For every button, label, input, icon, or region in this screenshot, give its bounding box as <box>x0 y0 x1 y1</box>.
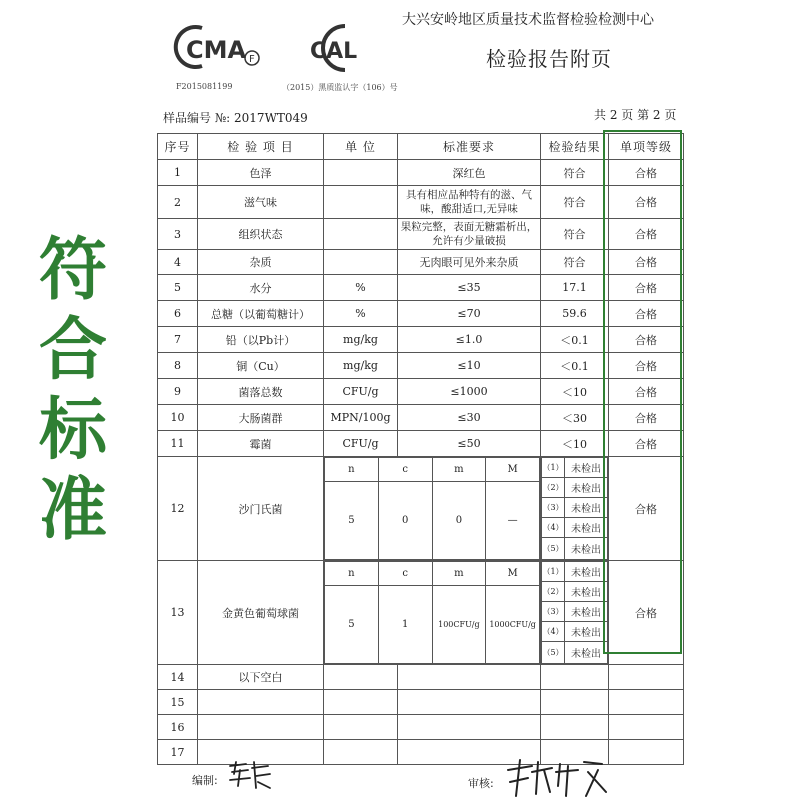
table-row <box>158 301 684 327</box>
row-grade: 合格 <box>609 431 684 457</box>
header-cell: 检验结果 <box>541 134 609 160</box>
row-result: ＜0.1 <box>541 353 609 379</box>
sample-index: （1） <box>542 562 565 582</box>
row-result: 17.1 <box>541 275 609 301</box>
sampling-header: n <box>325 562 379 586</box>
cma-logo <box>172 18 272 78</box>
sampling-header: c <box>378 458 432 482</box>
row-unit <box>324 186 398 219</box>
row-result: ＜0.1 <box>541 327 609 353</box>
cma-logo-text: CMA <box>186 36 247 64</box>
row-grade: 合格 <box>609 353 684 379</box>
sampling-plan <box>324 561 541 665</box>
sampling-c: 0 <box>378 482 432 560</box>
sample-index: （1） <box>542 458 565 478</box>
sample-results <box>541 457 609 561</box>
row-unit: CFU/g <box>324 431 398 457</box>
row-requirement: ≤30 <box>398 405 541 431</box>
results-table <box>157 133 684 765</box>
row-unit: CFU/g <box>324 379 398 405</box>
row-requirement: 深红色 <box>398 160 541 186</box>
header-cell: 单 位 <box>324 134 398 160</box>
row-number: 9 <box>158 379 198 405</box>
sampling-plan-table <box>324 561 540 664</box>
center-name: 大兴安岭地区质量技术监督检验检测中心 <box>402 12 654 28</box>
sample-results-table <box>541 561 608 664</box>
sampling-header: m <box>432 562 486 586</box>
row-item: 杂质 <box>198 250 324 275</box>
table-row-salmonella <box>158 457 684 561</box>
row-item: 金黄色葡萄球菌 <box>198 561 324 665</box>
row-unit: mg/kg <box>324 353 398 379</box>
table-row <box>158 275 684 301</box>
sample-index: （4） <box>542 518 565 538</box>
row-item: 菌落总数 <box>198 379 324 405</box>
conformity-stamp <box>28 230 118 550</box>
row-number: 15 <box>158 690 198 715</box>
row-grade: 合格 <box>609 160 684 186</box>
row-result: 符合 <box>541 250 609 275</box>
row-result: 59.6 <box>541 301 609 327</box>
row-result: 符合 <box>541 219 609 250</box>
row-grade: 合格 <box>609 301 684 327</box>
sampling-plan-table <box>324 457 540 560</box>
sampling-M: 1000CFU/g <box>486 586 540 664</box>
row-number: 13 <box>158 561 198 665</box>
row-number: 8 <box>158 353 198 379</box>
header-cell: 序号 <box>158 134 198 160</box>
cma-cert-number: F2015081199 <box>176 82 233 91</box>
row-grade: 合格 <box>609 327 684 353</box>
row-unit: % <box>324 301 398 327</box>
row-number: 4 <box>158 250 198 275</box>
stamp-char: 准 <box>38 470 107 550</box>
table-row <box>158 353 684 379</box>
sampling-header: M <box>486 562 540 586</box>
table-row <box>158 327 684 353</box>
cal-cert-text: （2015）黑质监认字（106）号 <box>282 83 398 92</box>
sampling-c: 1 <box>378 586 432 664</box>
sample-index: （2） <box>542 478 565 498</box>
sample-number: 样品编号 №: 2017WT049 <box>163 111 308 125</box>
sampling-n: 5 <box>325 482 379 560</box>
sample-index: （5） <box>542 642 565 664</box>
row-item <box>198 715 324 740</box>
sample-value: 未检出 <box>565 478 608 498</box>
table-row <box>158 405 684 431</box>
sampling-m: 100CFU/g <box>432 586 486 664</box>
row-result: ＜10 <box>541 379 609 405</box>
row-number: 7 <box>158 327 198 353</box>
row-number: 1 <box>158 160 198 186</box>
row-number: 11 <box>158 431 198 457</box>
table-header-row <box>158 134 684 160</box>
row-item: 以下空白 <box>198 665 324 690</box>
sampling-plan <box>324 457 541 561</box>
row-requirement: 具有相应品种特有的滋、气味，酸甜适口,无异味 <box>398 186 541 219</box>
row-grade: 合格 <box>609 379 684 405</box>
reviewer-signature <box>502 756 612 800</box>
row-number: 14 <box>158 665 198 690</box>
header-cell: 单项等级 <box>609 134 684 160</box>
page-info: 共 2 页 第 2 页 <box>594 108 677 122</box>
table-row <box>158 665 684 690</box>
compiler-signature <box>226 758 272 792</box>
row-grade: 合格 <box>609 275 684 301</box>
table-row <box>158 160 684 186</box>
row-requirement: ≤10 <box>398 353 541 379</box>
row-unit: mg/kg <box>324 327 398 353</box>
row-requirement: ≤35 <box>398 275 541 301</box>
row-item: 总糖（以葡萄糖计） <box>198 301 324 327</box>
row-requirement: 果粒完整，表面无糖霜析出，允许有少量破损 <box>398 219 541 250</box>
table-row <box>158 250 684 275</box>
row-number: 12 <box>158 457 198 561</box>
row-number: 3 <box>158 219 198 250</box>
row-item: 滋气味 <box>198 186 324 219</box>
row-result: ＜10 <box>541 431 609 457</box>
row-requirement: 无肉眼可见外来杂质 <box>398 250 541 275</box>
row-requirement: ≤1000 <box>398 379 541 405</box>
row-number: 5 <box>158 275 198 301</box>
row-item: 铅（以Pb计） <box>198 327 324 353</box>
sampling-header: M <box>486 458 540 482</box>
sample-value: 未检出 <box>565 602 608 622</box>
sample-index: （3） <box>542 602 565 622</box>
cal-logo <box>300 18 378 78</box>
table-row <box>158 715 684 740</box>
sampling-header: m <box>432 458 486 482</box>
sample-value: 未检出 <box>565 538 608 560</box>
row-grade: 合格 <box>609 405 684 431</box>
header-cell: 标准要求 <box>398 134 541 160</box>
sample-index: （5） <box>542 538 565 560</box>
sample-value: 未检出 <box>565 518 608 538</box>
sample-index: （2） <box>542 582 565 602</box>
row-grade: 合格 <box>609 219 684 250</box>
row-item: 霉菌 <box>198 431 324 457</box>
row-result: 符合 <box>541 160 609 186</box>
row-grade: 合格 <box>609 186 684 219</box>
cal-logo-text: CAL <box>310 39 358 64</box>
table-row <box>158 186 684 219</box>
table-row <box>158 379 684 405</box>
row-item <box>198 690 324 715</box>
row-unit <box>324 160 398 186</box>
sample-results <box>541 561 609 665</box>
row-grade: 合格 <box>609 561 684 665</box>
row-unit: MPN/100g <box>324 405 398 431</box>
compiler-label: 编制: <box>192 774 218 787</box>
row-number: 2 <box>158 186 198 219</box>
header-cell: 检 验 项 目 <box>198 134 324 160</box>
sample-index: （3） <box>542 498 565 518</box>
row-item: 沙门氏菌 <box>198 457 324 561</box>
row-requirement: ≤70 <box>398 301 541 327</box>
row-item: 组织状态 <box>198 219 324 250</box>
sample-value: 未检出 <box>565 498 608 518</box>
table-row <box>158 431 684 457</box>
sample-value: 未检出 <box>565 582 608 602</box>
sampling-m: 0 <box>432 482 486 560</box>
report-title: 检验报告附页 <box>486 47 612 71</box>
stamp-char: 合 <box>38 310 107 390</box>
sample-results-table <box>541 457 608 560</box>
row-result: 符合 <box>541 186 609 219</box>
row-unit <box>324 250 398 275</box>
stamp-char: 标 <box>38 390 107 470</box>
row-number: 6 <box>158 301 198 327</box>
row-item: 大肠菌群 <box>198 405 324 431</box>
row-number: 17 <box>158 740 198 765</box>
sample-value: 未检出 <box>565 562 608 582</box>
stamp-char: 符 <box>38 230 107 310</box>
sample-value: 未检出 <box>565 622 608 642</box>
sampling-header: c <box>378 562 432 586</box>
row-result: ＜30 <box>541 405 609 431</box>
row-number: 16 <box>158 715 198 740</box>
svg-text:F: F <box>249 54 255 65</box>
row-unit <box>324 219 398 250</box>
sampling-n: 5 <box>325 586 379 664</box>
row-requirement: ≤1.0 <box>398 327 541 353</box>
row-requirement: ≤50 <box>398 431 541 457</box>
table-row <box>158 690 684 715</box>
row-number: 10 <box>158 405 198 431</box>
row-unit: % <box>324 275 398 301</box>
sampling-M: — <box>486 482 540 560</box>
sample-index: （4） <box>542 622 565 642</box>
sample-value: 未检出 <box>565 458 608 478</box>
row-grade: 合格 <box>609 457 684 561</box>
sample-value: 未检出 <box>565 642 608 664</box>
row-grade: 合格 <box>609 250 684 275</box>
row-item: 铜（Cu） <box>198 353 324 379</box>
table-row <box>158 219 684 250</box>
row-item: 水分 <box>198 275 324 301</box>
row-item: 色泽 <box>198 160 324 186</box>
table-row-staph <box>158 561 684 665</box>
sampling-header: n <box>325 458 379 482</box>
reviewer-label: 审核: <box>468 777 494 790</box>
